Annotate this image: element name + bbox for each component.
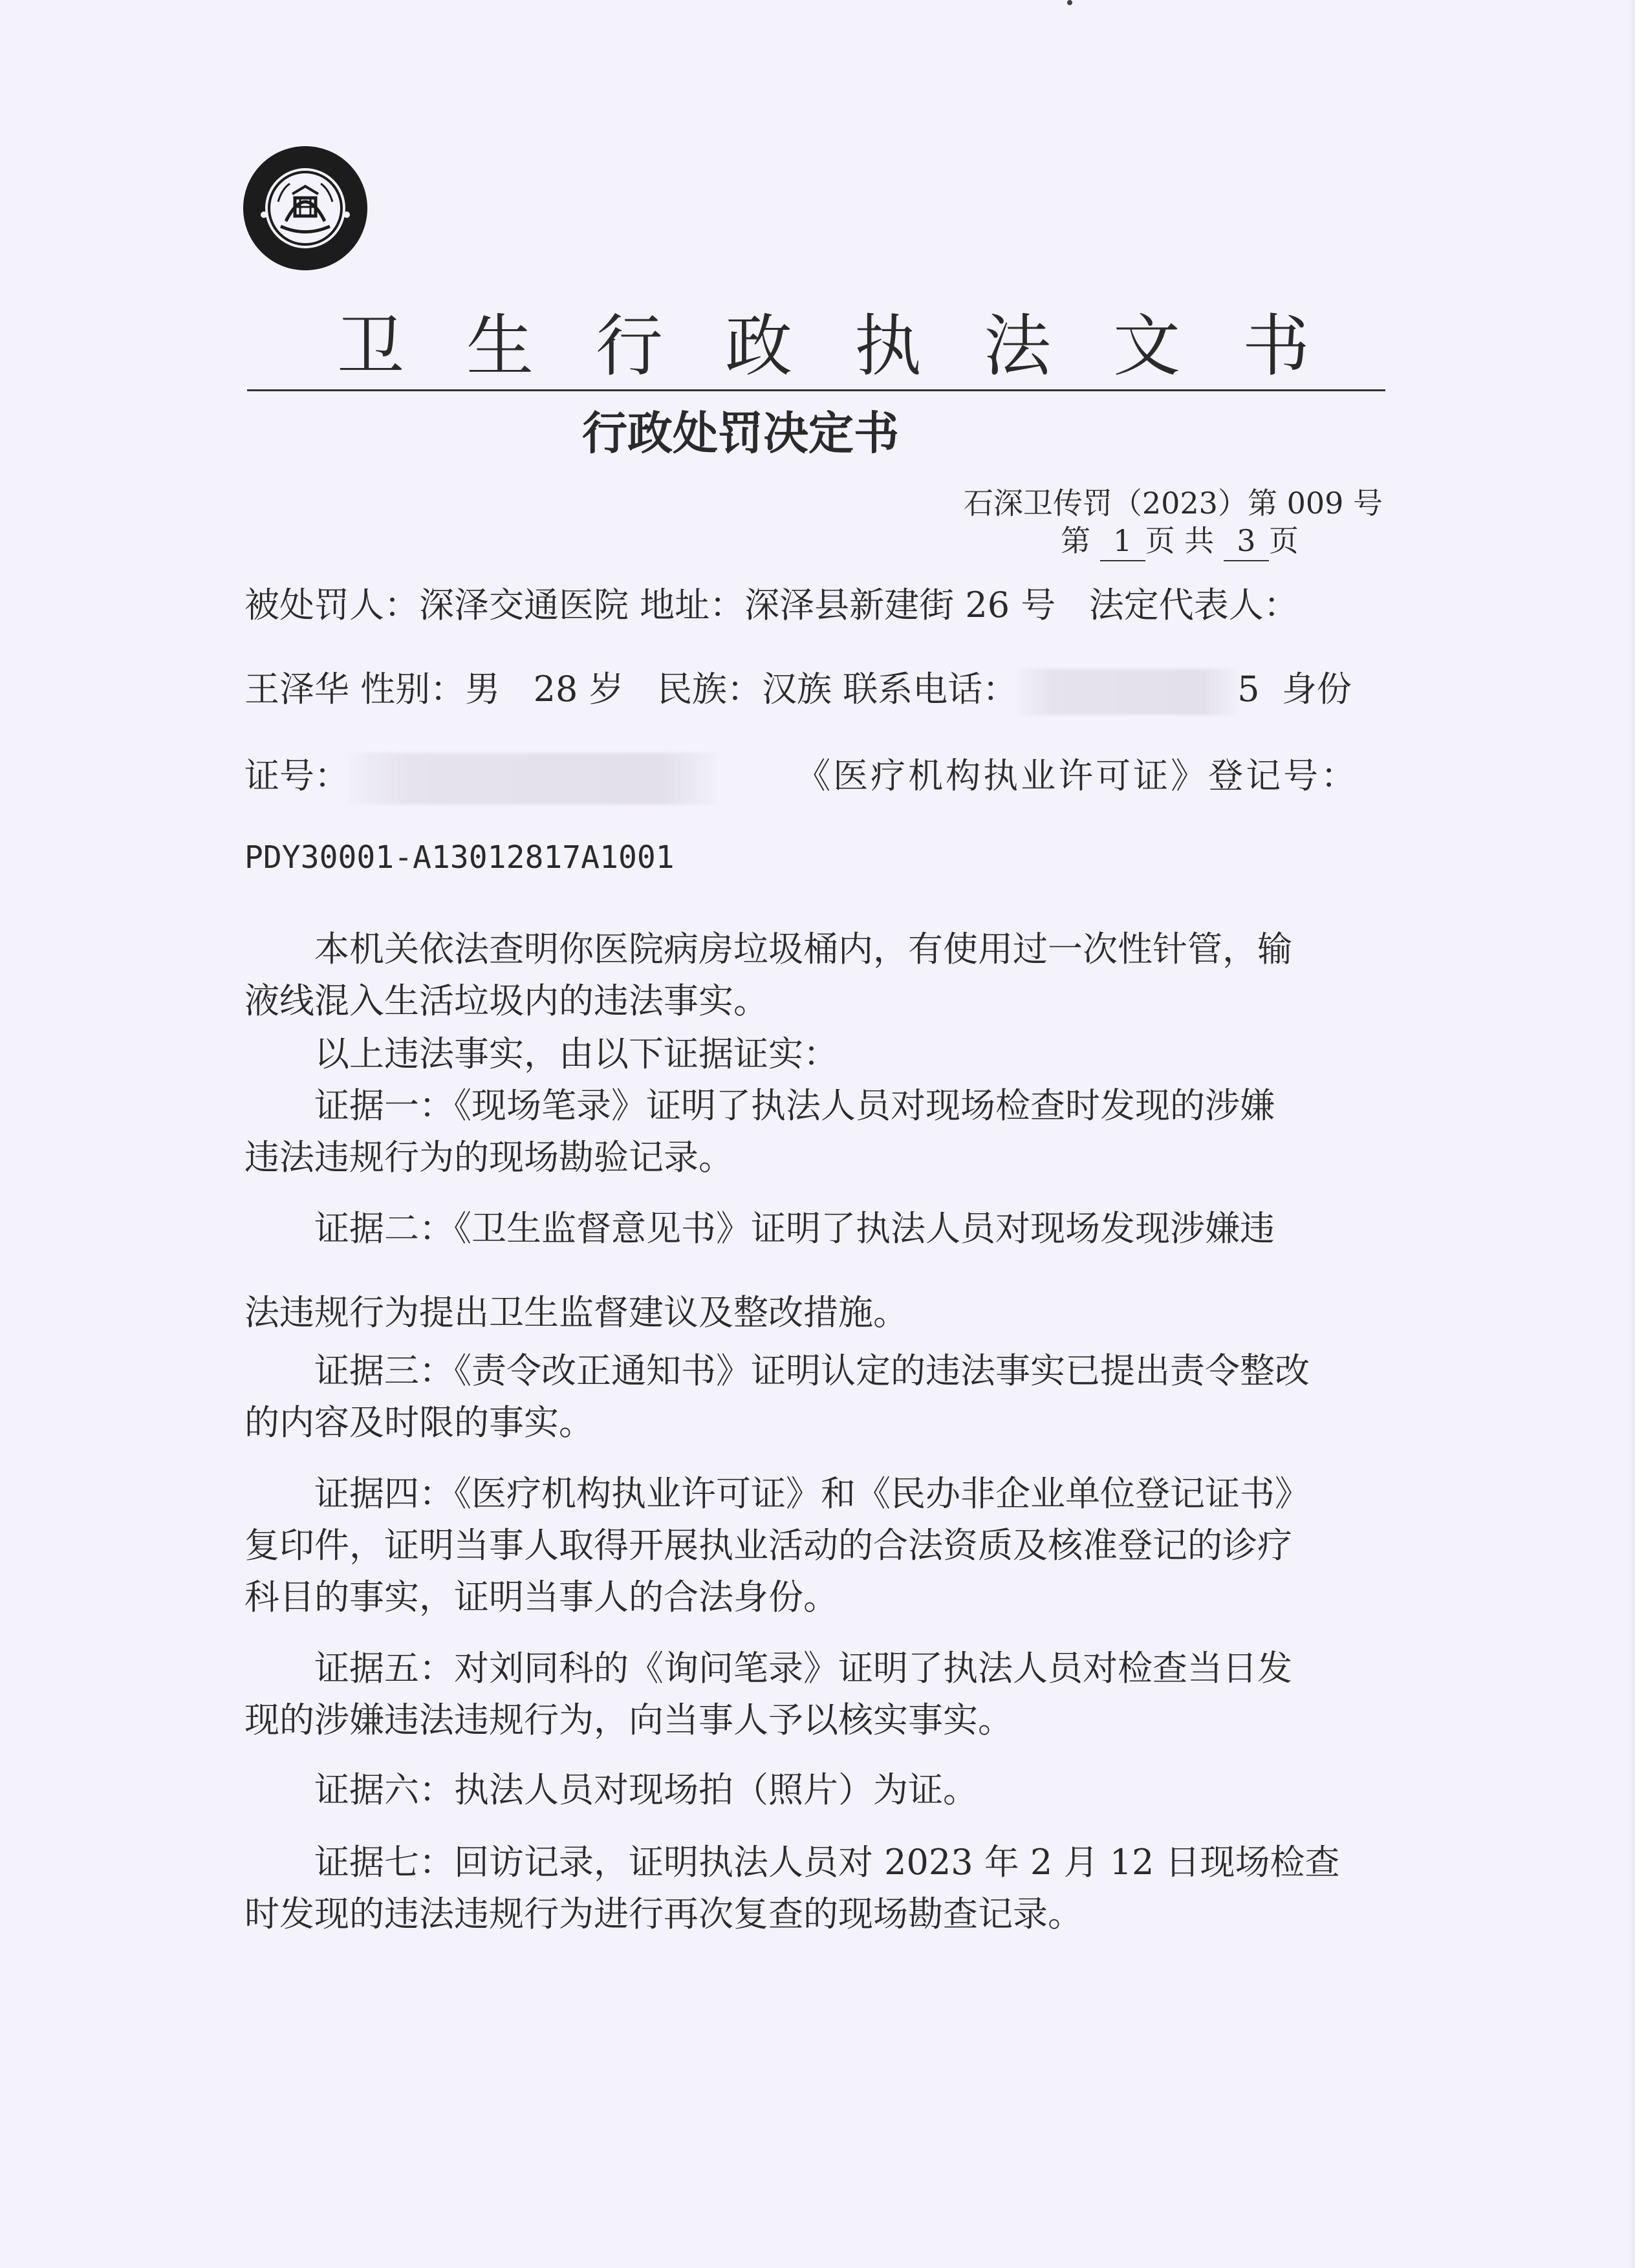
header-title-char: 执 xyxy=(854,307,922,385)
license-number: PDY30001-A13012817A1001 xyxy=(244,839,675,876)
evidence-1 xyxy=(244,1080,1384,1183)
fact-line: 液线混入生活垃圾内的违法事实。 xyxy=(244,980,768,1021)
evidence-line: 证据三：《责令改正通知书》证明认定的违法事实已提出责令整改 xyxy=(314,1350,1310,1391)
document-header-title xyxy=(251,304,1389,388)
evidence-line: 时发现的违法违规行为进行再次复查的现场勘查记录。 xyxy=(244,1894,1083,1934)
evidence-line: 的内容及时限的事实。 xyxy=(244,1402,594,1443)
evidence-5 xyxy=(244,1643,1384,1746)
document-number: 石深卫传罚（2023）第 009 号 xyxy=(963,486,1383,521)
header-title-char: 书 xyxy=(1242,307,1310,385)
evidence-intro xyxy=(244,1028,1384,1080)
evidence-7 xyxy=(244,1837,1384,1940)
evidence-line: 证据一：《现场笔录》证明了执法人员对现场检查时发现的涉嫌 xyxy=(314,1085,1275,1126)
evidence-line: 现的涉嫌违法违规行为，向当事人予以核实事实。 xyxy=(244,1700,1013,1740)
fact-paragraph xyxy=(244,923,1384,1027)
page-prefix: 第 xyxy=(1061,523,1090,558)
evidence-line: 证据四：《医疗机构执业许可证》和《民办非企业单位登记证书》 xyxy=(314,1473,1310,1514)
party-line-1 xyxy=(244,579,1383,631)
party-line-3 xyxy=(244,750,1383,805)
document-type-title: 行政处罚决定书 xyxy=(582,407,899,460)
header-title-char: 卫 xyxy=(336,307,404,385)
header-divider xyxy=(247,389,1385,391)
evidence-line: 证据五：对刘同科的《询问笔录》证明了执法人员对检查当日发 xyxy=(314,1648,1292,1689)
header-title-char: 行 xyxy=(595,307,663,385)
evidence-3 xyxy=(244,1345,1384,1449)
evidence-4 xyxy=(244,1468,1384,1623)
health-inspection-emblem-icon xyxy=(241,144,370,273)
header-title-char: 法 xyxy=(983,307,1051,385)
license-label: 《医疗机构执业许可证》登记号： xyxy=(796,755,1359,796)
legal-rep-label: 法定代表人： xyxy=(1088,585,1299,625)
phone-tail: 5 xyxy=(1237,669,1260,709)
ethnic-value: 汉族 xyxy=(762,669,832,709)
page-current: 1 xyxy=(1100,521,1145,561)
id-label-continued: 证号： xyxy=(244,755,349,796)
page-mid: 页 共 xyxy=(1145,523,1215,558)
party-label: 被处罚人： xyxy=(244,585,419,625)
party-line-2 xyxy=(244,664,1383,715)
party-name: 深泽交通医院 xyxy=(419,585,629,625)
evidence-2 xyxy=(244,1203,1384,1339)
address-label: 地址： xyxy=(640,585,745,625)
page-suffix: 页 xyxy=(1268,523,1299,558)
page-edge-shadow xyxy=(1629,0,1635,2268)
header-title-char: 政 xyxy=(724,307,792,385)
evidence-line: 科目的事实，证明当事人的合法身份。 xyxy=(244,1577,838,1617)
legal-rep-name: 王泽华 xyxy=(244,669,349,709)
id-number-redaction xyxy=(349,753,718,805)
evidence-line: 证据七：回访记录，证明执法人员对 2023 年 2 月 12 日现场检查 xyxy=(314,1842,1340,1883)
phone-redaction xyxy=(1017,669,1237,715)
age-value: 28 岁 xyxy=(533,669,624,709)
page-total: 3 xyxy=(1224,521,1269,561)
ethnic-label: 民族： xyxy=(657,669,763,709)
phone-label: 联系电话： xyxy=(843,669,1018,709)
page-counter xyxy=(1061,521,1299,561)
header-title-char: 生 xyxy=(466,307,534,385)
gender-value: 男 xyxy=(465,669,501,709)
evidence-line: 证据六：执法人员对现场拍（照片）为证。 xyxy=(314,1769,978,1810)
evidence-6 xyxy=(244,1764,1384,1816)
evidence-line: 违法违规行为的现场勘验记录。 xyxy=(244,1137,733,1178)
gender-label: 性别： xyxy=(360,669,466,709)
evidence-line: 证据二：《卫生监督意见书》证明了执法人员对现场发现涉嫌违 xyxy=(314,1208,1275,1249)
fact-line: 本机关依法查明你医院病房垃圾桶内，有使用过一次性针管，输 xyxy=(314,929,1292,969)
header-title-char: 文 xyxy=(1112,307,1180,385)
evidence-line: 法违规行为提出卫生监督建议及整改措施。 xyxy=(244,1292,908,1333)
address-value: 深泽县新建街 26 号 xyxy=(744,585,1056,625)
evidence-intro-line: 以上违法事实，由以下证据证实： xyxy=(314,1033,838,1074)
scan-speck xyxy=(1067,0,1072,5)
evidence-line: 复印件，证明当事人取得开展执业活动的合法资质及核准登记的诊疗 xyxy=(244,1525,1292,1566)
id-label: 身份 xyxy=(1281,669,1352,709)
